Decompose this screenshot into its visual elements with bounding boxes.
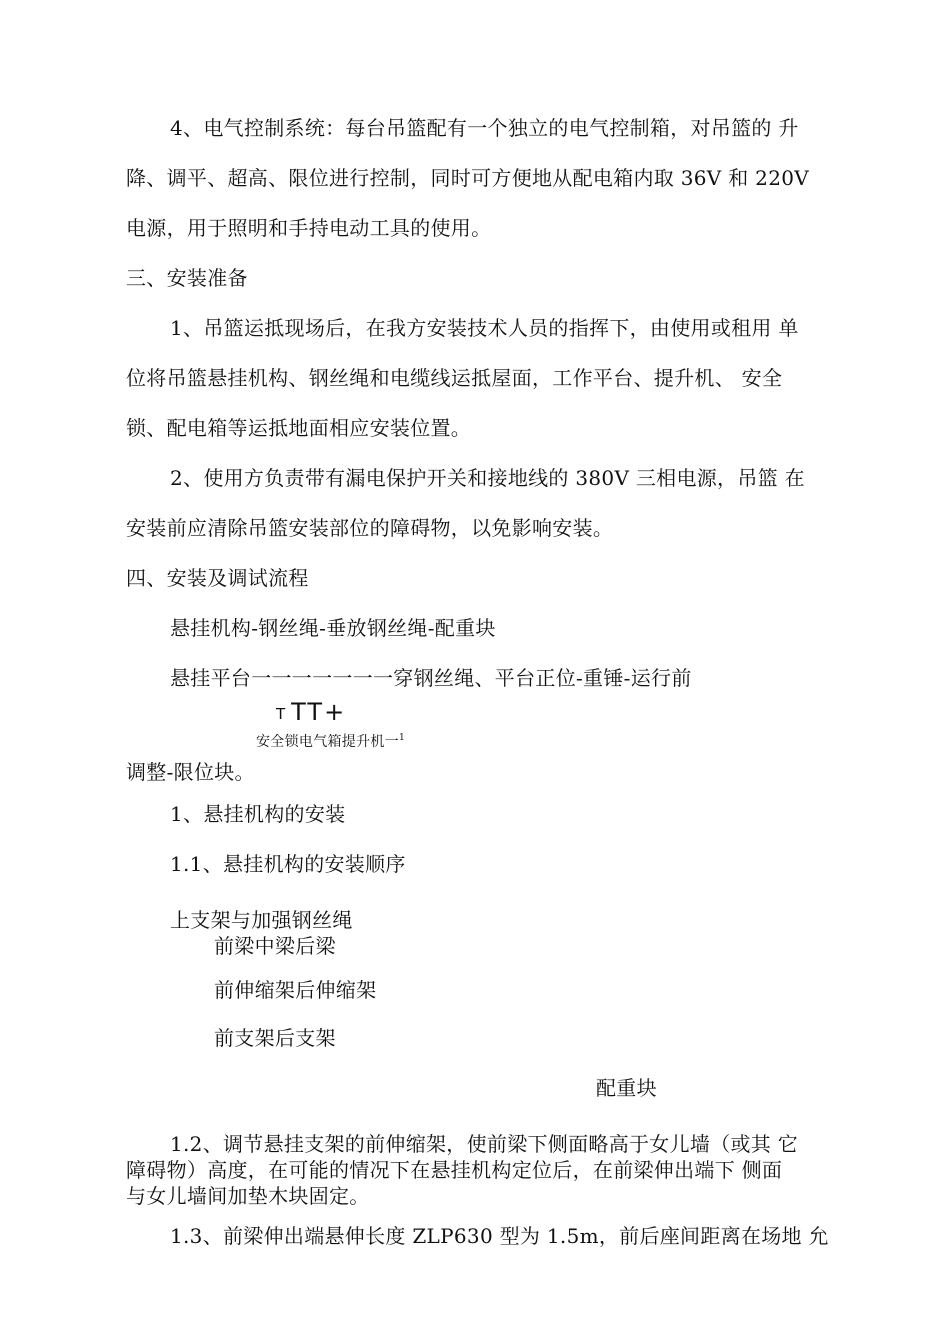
paragraph-electrical-line-2: 降、调平、超高、限位进行控制，同时可方便地从配电箱内取 36V 和 220V	[126, 166, 809, 190]
flow-mark-small: T	[276, 705, 288, 723]
sequence-item-5: 配重块	[596, 1076, 657, 1100]
section-heading-installation-prep: 三、安装准备	[126, 266, 248, 290]
paragraph-1-3-line-1: 1.3、前梁伸出端悬伸长度 ZLP630 型为 1.5m，前后座间距离在场地 允	[170, 1224, 829, 1248]
flow-branch-footnote: 1	[399, 733, 406, 743]
paragraph-prep-1-line-2: 位将吊篮悬挂机构、钢丝绳和电缆线运抵屋面，工作平台、提升机、 安全	[126, 366, 783, 390]
flow-branch-marks	[276, 699, 346, 727]
flow-mark-big: TT+	[291, 698, 347, 726]
paragraph-prep-1-line-1: 1、吊篮运抵现场后，在我方安装技术人员的指挥下，由使用或租用 单	[170, 316, 799, 340]
sequence-item-3: 前伸缩架后伸缩架	[214, 978, 377, 1002]
item-heading-install-order: 1.1、悬挂机构的安装顺序	[170, 852, 406, 876]
paragraph-prep-2-line-2: 安装前应清除吊篮安装部位的障碍物，以免影响安装。	[126, 516, 614, 540]
item-heading-suspension-install: 1、悬挂机构的安装	[170, 802, 346, 826]
paragraph-prep-2-line-1: 2、使用方负责带有漏电保护开关和接地线的 380V 三相电源，吊篮 在	[170, 466, 805, 490]
paragraph-1-2-line-3: 与女儿墙间加垫木块固定。	[126, 1184, 370, 1208]
flow-line-2: 悬挂平台一一一一一一一穿钢丝绳、平台正位-重锤-运行前	[170, 666, 692, 690]
paragraph-1-2-line-1: 1.2、调节悬挂支架的前伸缩架，使前梁下侧面略高于女儿墙（或其 它	[170, 1132, 799, 1156]
flow-line-1: 悬挂机构-钢丝绳-垂放钢丝绳-配重块	[170, 616, 496, 640]
sequence-item-1: 上支架与加强钢丝绳	[170, 908, 353, 932]
flow-line-3: 调整-限位块。	[126, 760, 255, 784]
sequence-item-4: 前支架后支架	[214, 1026, 336, 1050]
paragraph-prep-1-line-3: 锁、配电箱等运抵地面相应安装位置。	[126, 416, 472, 440]
section-heading-install-flow: 四、安装及调试流程	[126, 566, 309, 590]
flow-branch-text: 安全锁电气箱提升机一	[256, 734, 399, 750]
paragraph-electrical-line-1: 4、电气控制系统：每台吊篮配有一个独立的电气控制箱，对吊篮的 升	[170, 116, 799, 140]
paragraph-electrical-line-3: 电源，用于照明和手持电动工具的使用。	[126, 216, 492, 240]
sequence-item-2: 前梁中梁后梁	[214, 934, 336, 958]
flow-branch-labels	[256, 730, 405, 750]
paragraph-1-2-line-2: 障碍物）高度，在可能的情况下在悬挂机构定位后，在前梁伸出端下 侧面	[126, 1158, 783, 1182]
